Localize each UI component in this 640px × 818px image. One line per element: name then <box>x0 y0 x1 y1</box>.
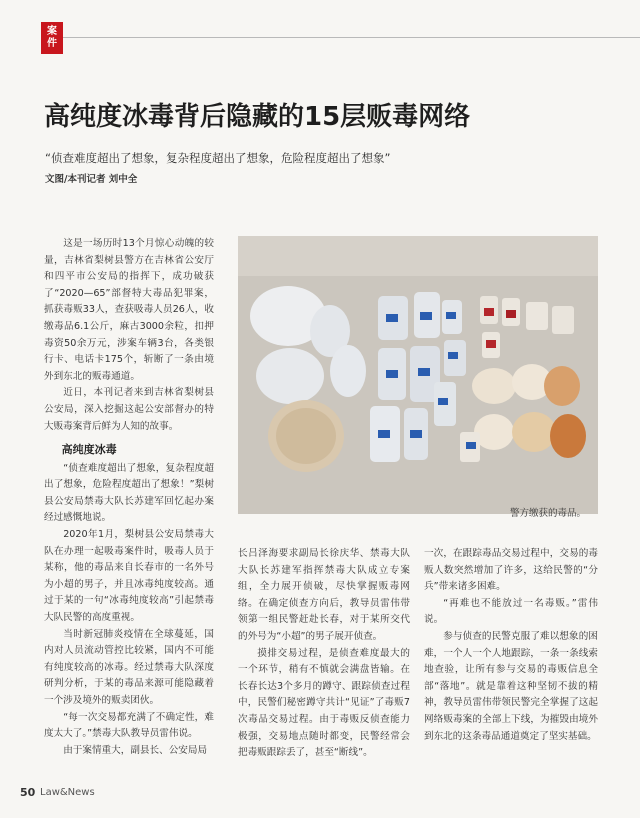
paragraph: 参与侦查的民警克服了难以想象的困难，一个人一个人地跟踪，一条一条线索地查验，让所有参与交易的毒贩信息全部“落地”。就是靠着这种坚韧不拔的精神，教导员雷伟带领民警完全掌握了这起网络贩毒案的全部上下线，为摧毁由境外到东北的这条毒品通道奠定了坚实基础。 <box>424 630 598 742</box>
section-tag: 案 件 <box>41 22 63 54</box>
seized-drugs-illustration <box>238 236 598 514</box>
paragraph: 摸排交易过程，是侦查难度最大的一个环节，稍有不慎就会满盘皆输。在长春长达3个多月的蹲守、跟踪侦查过程中，民警们秘密蹲守共计“见证”了毒贩7次毒品交易过程。由于毒贩反侦查能力极强，交易地点随时都变，民警经常会把毒贩跟踪丢了，甚至“断线”。 <box>238 647 410 759</box>
header-rule <box>63 37 640 38</box>
article-byline: 文图/本刊记者 刘中全 <box>45 174 138 185</box>
column-2 <box>238 546 410 762</box>
page-number: 50 <box>20 786 36 799</box>
paragraph: “侦查难度超出了想象，复杂程度超出了想象，危险程度超出了想象！”梨树县公安局禁毒大队长苏建军回忆起办案经过感慨地说。 <box>44 462 214 524</box>
column-1-intro <box>44 236 214 435</box>
paragraph: 一次，在跟踪毒品交易过程中，交易的毒贩人数突然增加了许多，这给民警的“分兵”带来诸多困难。 <box>424 548 598 593</box>
section-heading: 高纯度冰毒 <box>61 443 117 456</box>
seized-drugs-photo <box>238 236 598 514</box>
article-title: 高纯度冰毒背后隐藏的15层贩毒网络 <box>44 102 471 132</box>
paragraph: 当时新冠肺炎疫情在全球蔓延，国内对人员流动管控比较紧，国内不可能有纯度较高的冰毒。经过禁毒大队深度研判分析，于某的毒品来源可能隐藏着一个涉及境外的贩卖团伙。 <box>44 628 214 706</box>
paragraph: “再难也不能放过一名毒贩。”雷伟说。 <box>424 597 598 626</box>
paragraph: 2020年1月，梨树县公安局禁毒大队在办理一起吸毒案件时，吸毒人员于某称，他的毒品来自长春市的一名外号为小超的男子，并且冰毒纯度较高。通过于某的一句“冰毒纯度较高”引起禁毒大队民警的高度重视。 <box>44 528 214 623</box>
photo-caption: 警方缴获的毒品。 <box>510 508 587 519</box>
article-subtitle: “侦查难度超出了想象，复杂程度超出了想象，危险程度超出了想象” <box>45 151 391 165</box>
column-3 <box>424 546 598 745</box>
paragraph: 长吕泽海要求副局长徐庆华、禁毒大队大队长苏建军指挥禁毒大队成立专案组，全力展开侦破，尽快掌握贩毒网络。在确定侦查方向后，教导员雷伟带领第一组民警赶赴长春，对于某所交代的外号为“小超”的男子展开侦查。 <box>238 548 410 642</box>
paragraph: 这是一场历时13个月惊心动魄的较量，吉林省梨树县警方在吉林省公安厅和四平市公安局的指挥下，成功破获了“2020—65”部督特大毒品犯罪案，抓获毒贩33人，查获吸毒人员26人，收缴毒品6.1公斤，麻古3000余粒，扣押毒资50余万元，涉案车辆3台，各类银行卡、电话卡175个，斩断了一条由境外到东北的贩毒通道。 <box>44 238 214 382</box>
column-1-body <box>44 438 214 759</box>
paragraph: 近日，本刊记者来到吉林省梨树县公安局，深入挖掘这起公安部督办的特大贩毒案背后鲜为人知的故事。 <box>44 387 214 432</box>
paragraph: “每一次交易都充满了不确定性，难度太大了。”禁毒大队教导员雷伟说。 <box>44 711 214 740</box>
paragraph: 由于案情重大，副县长、公安局局 <box>63 744 208 756</box>
magazine-brand: Law&News <box>40 787 95 798</box>
